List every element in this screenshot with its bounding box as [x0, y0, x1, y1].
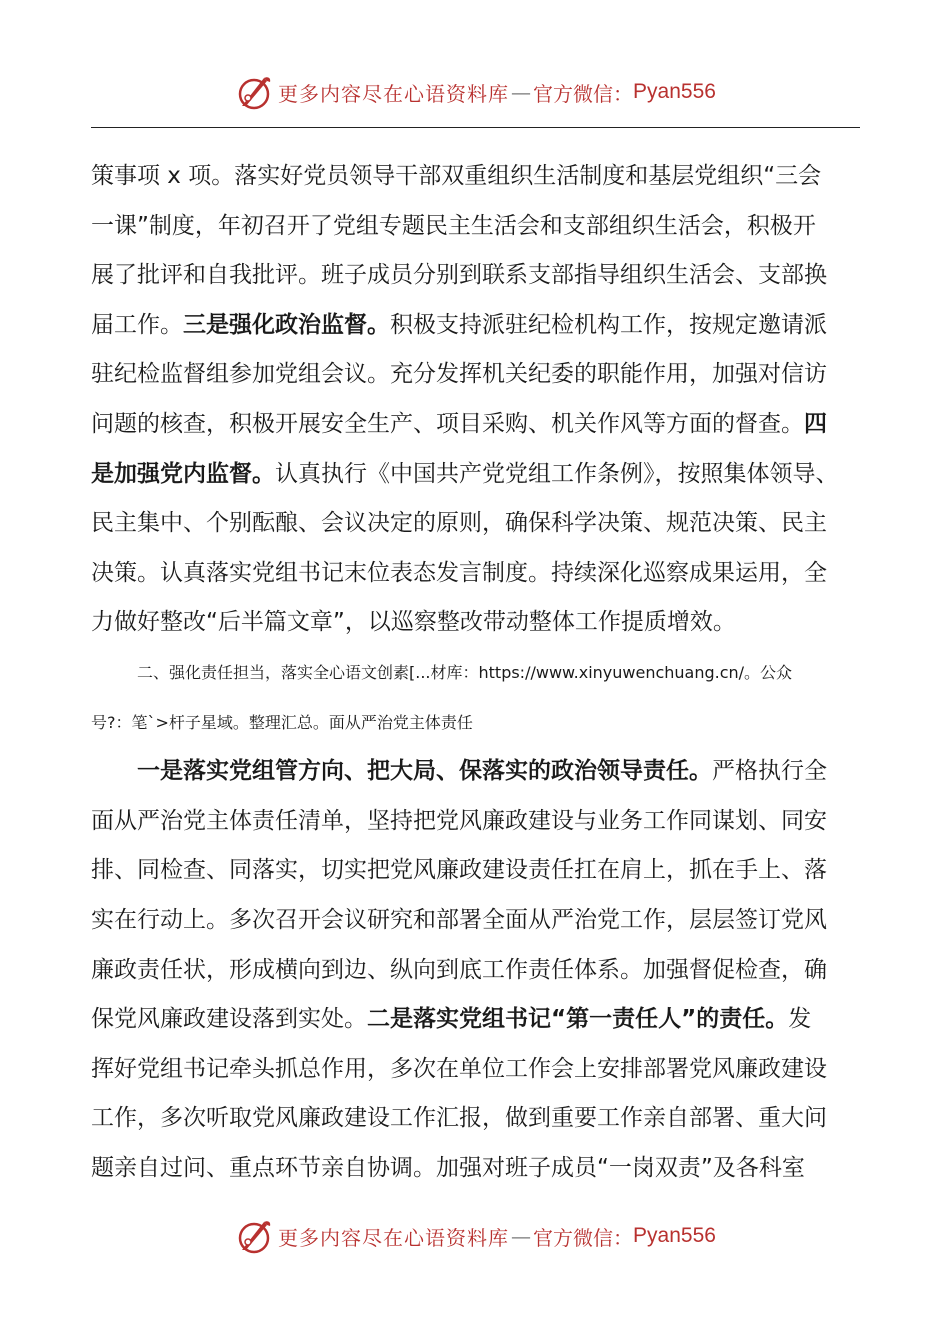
text-run: 认真执行《中国共产党党组工作条例》，按照集体领导、: [275, 460, 839, 487]
paragraph-line: 展了批评和自我批评。班子成员分别到联系支部指导组织生活会、支部换: [91, 262, 827, 289]
wechat-label: 官方微信：: [533, 81, 634, 106]
watermark-text: 更多内容尽在心语资料库: [278, 81, 510, 106]
text-run: 保党风廉政建设落到实处。: [91, 1006, 367, 1033]
paragraph-line: 廉政责任状，形成横向到边、纵向到底工作责任体系。加强督促检查，确: [91, 956, 827, 983]
watermark-dash: —: [511, 80, 532, 104]
bold-heading: 二是落实党组书记“第一责任人”的责任。: [367, 1006, 789, 1033]
document-body: [91, 152, 865, 1193]
paragraph-line: 题亲自过问、重点环节亲自协调。加强对班子成员“一岗双责”及各科室: [91, 1154, 805, 1181]
text-run: 积极支持派驻纪检机构工作，按规定邀请派: [390, 311, 827, 338]
paragraph-line: 排、同检查、同落实，切实把党风廉政建设责任扛在肩上，抓在手上、落: [91, 857, 827, 884]
paragraph-line: 策事项 x 项。落实好党员领导干部双重组织生活制度和基层党组织“三会: [91, 163, 822, 189]
watermark-dash: —: [511, 1224, 532, 1248]
quill-logo-icon: [234, 1216, 274, 1256]
paragraph-line: [91, 400, 865, 450]
paragraph-line: [91, 747, 865, 797]
text-run: 问题的核查，积极开展安全生产、项目采购、机关作风等方面的督查。: [91, 410, 804, 437]
paragraph-line: 工作，多次听取党风廉政建设工作汇报，做到重要工作亲自部署、重大问: [91, 1105, 827, 1132]
wechat-id: Pyan556: [633, 1224, 716, 1247]
section-heading-line: 二、强化责任担当，落实全心语文创素[...材库：https://www.xinyuwenchuang.cn/。公众: [137, 662, 793, 682]
header-rule: [91, 127, 860, 128]
section-heading-line: 号?：笔`>杆子星域。整理汇总。面从严治党主体责任: [91, 712, 473, 732]
paragraph-line: 挥好党组书记牵头抓总作用，多次在单位工作会上安排部署党风廉政建设: [91, 1055, 827, 1082]
wechat-id: Pyan556: [633, 80, 716, 103]
quill-logo-icon: [234, 72, 274, 112]
paragraph-line: 一课”制度，年初召开了党组专题民主生活会和支部组织生活会，积极开: [91, 212, 816, 239]
footer-watermark: [0, 1214, 950, 1258]
text-run: 严格执行全: [712, 758, 827, 785]
header-watermark: [0, 70, 950, 114]
paragraph-line: 实在行动上。多次召开会议研究和部署全面从严治党工作，层层签订党风: [91, 906, 827, 933]
bold-heading: 是加强党内监督。: [91, 460, 275, 487]
wechat-label: 官方微信：: [533, 1225, 634, 1250]
paragraph-line: [91, 995, 865, 1045]
paragraph-line: 民主集中、个别酝酿、会议决定的原则，确保科学决策、规范决策、民主: [91, 510, 827, 537]
bold-heading: 四: [804, 410, 827, 437]
paragraph-line: [91, 301, 865, 351]
bold-heading: 三是强化政治监督。: [183, 311, 390, 338]
watermark-text: 更多内容尽在心语资料库: [278, 1225, 510, 1250]
paragraph-line: 驻纪检监督组参加党组会议。充分发挥机关纪委的职能作用，加强对信访: [91, 361, 827, 388]
paragraph-line: 决策。认真落实党组书记末位表态发言制度。持续深化巡察成果运用，全: [91, 559, 827, 586]
paragraph-line: 面从严治党主体责任清单，坚持把党风廉政建设与业务工作同谋划、同安: [91, 807, 827, 834]
paragraph-line: 力做好整改“后半篇文章”，以巡察整改带动整体工作提质增效。: [91, 609, 736, 636]
text-run: 届工作。: [91, 311, 183, 338]
paragraph-line: [91, 450, 865, 500]
text-run: 发: [788, 1006, 812, 1033]
bold-heading: 一是落实党组管方向、把大局、保落实的政治领导责任。: [137, 758, 712, 785]
